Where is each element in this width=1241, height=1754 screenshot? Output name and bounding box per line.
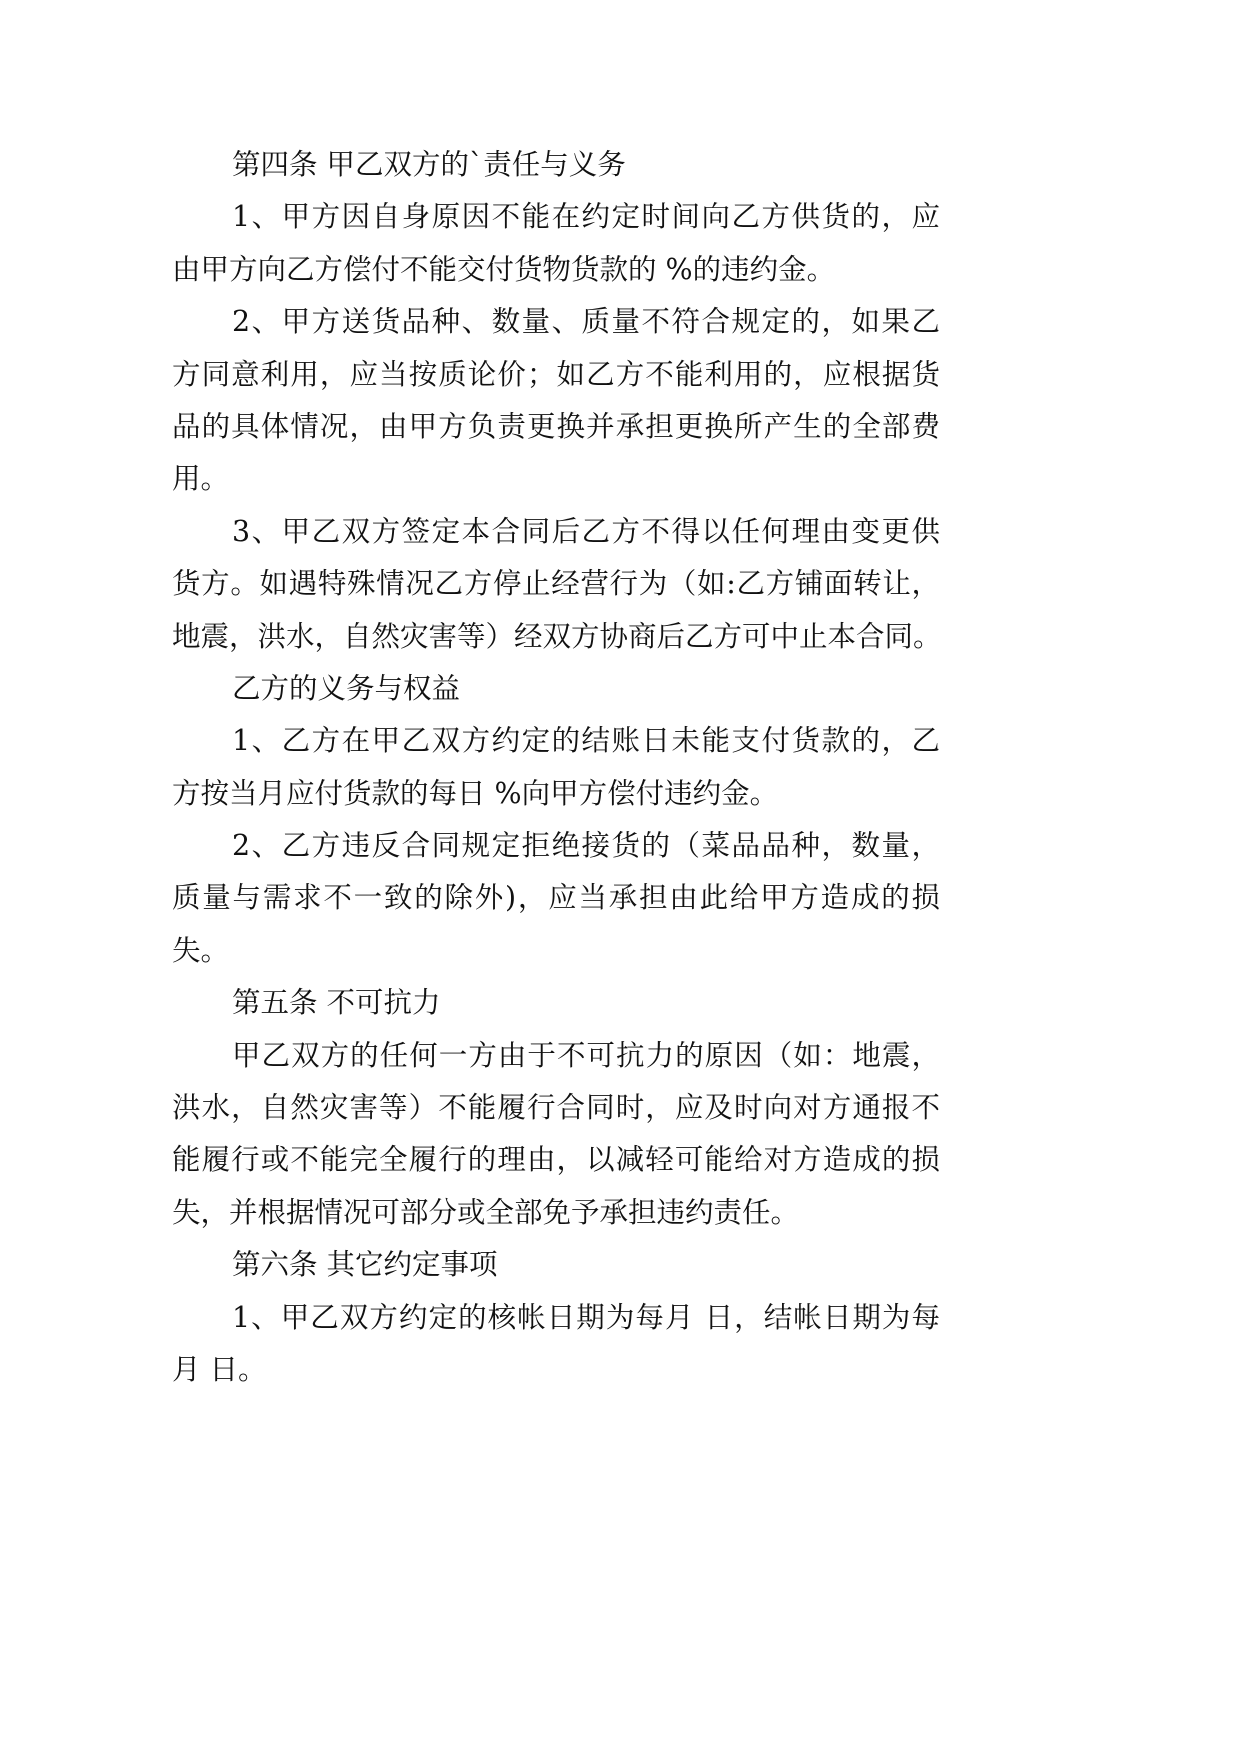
article-6-heading [172,1239,940,1291]
text-line: 失。 [172,933,230,967]
text-line: 由甲方向乙方偿付不能交付货物货款的 %的违约金。 [172,252,836,286]
text-line: 能履行或不能完全履行的理由，以减轻可能给对方造成的损 [172,1143,940,1177]
text-line: 方按当月应付货款的每日 %向甲方偿付违约金。 [172,776,779,810]
article-4-clause-1 [172,191,940,296]
text-line: 品的具体情况，由甲方负责更换并承担更换所产生的全部费 [172,409,940,443]
article-4-clause-2 [172,296,940,506]
party-b-clause-1 [172,715,940,820]
article-6-clause-1 [172,1292,940,1397]
heading-line: 第五条 不可抗力 [232,986,441,1020]
heading-line: 乙方的义务与权益 [232,671,461,705]
text-line: 月 日。 [172,1352,267,1386]
text-line: 1、甲乙双方约定的核帐日期为每月 日，结帐日期为每 [232,1300,940,1334]
article-4-clause-3 [172,506,940,663]
article-4-heading [172,139,940,191]
text-line: 2、甲方送货品种、数量、质量不符合规定的，如果乙 [232,305,940,339]
text-line: 3、甲乙双方签定本合同后乙方不得以任何理由变更供 [232,514,940,548]
heading-line: 第四条 甲乙双方的`责任与义务 [232,148,626,181]
heading-line: 第六条 其它约定事项 [232,1248,498,1282]
text-line: 甲乙双方的任何一方由于不可抗力的原因（如：地震， [232,1038,940,1072]
text-line: 地震，洪水，自然灾害等）经双方协商后乙方可中止本合同。 [172,619,942,653]
text-line: 质量与需求不一致的除外)，应当承担由此给甲方造成的损 [172,881,940,915]
text-line: 1、乙方在甲乙双方约定的结账日未能支付货款的，乙 [232,724,940,758]
party-b-duties-heading [172,663,940,715]
text-line: 方同意利用，应当按质论价；如乙方不能利用的，应根据货 [172,357,940,391]
article-5-body [172,1030,940,1240]
text-line: 用。 [172,462,230,496]
party-b-clause-2 [172,820,940,977]
text-line: 失，并根据情况可部分或全部免予承担违约责任。 [172,1195,800,1229]
article-5-heading [172,977,940,1029]
document-body [172,139,940,1396]
text-line: 洪水，自然灾害等）不能履行合同时，应及时向对方通报不 [172,1091,940,1125]
text-line: 货方。如遇特殊情况乙方停止经营行为（如:乙方铺面转让， [172,567,940,601]
text-line: 1、甲方因自身原因不能在约定时间向乙方供货的，应 [232,200,940,234]
text-line: 2、乙方违反合同规定拒绝接货的（菜品品种，数量， [232,829,940,863]
